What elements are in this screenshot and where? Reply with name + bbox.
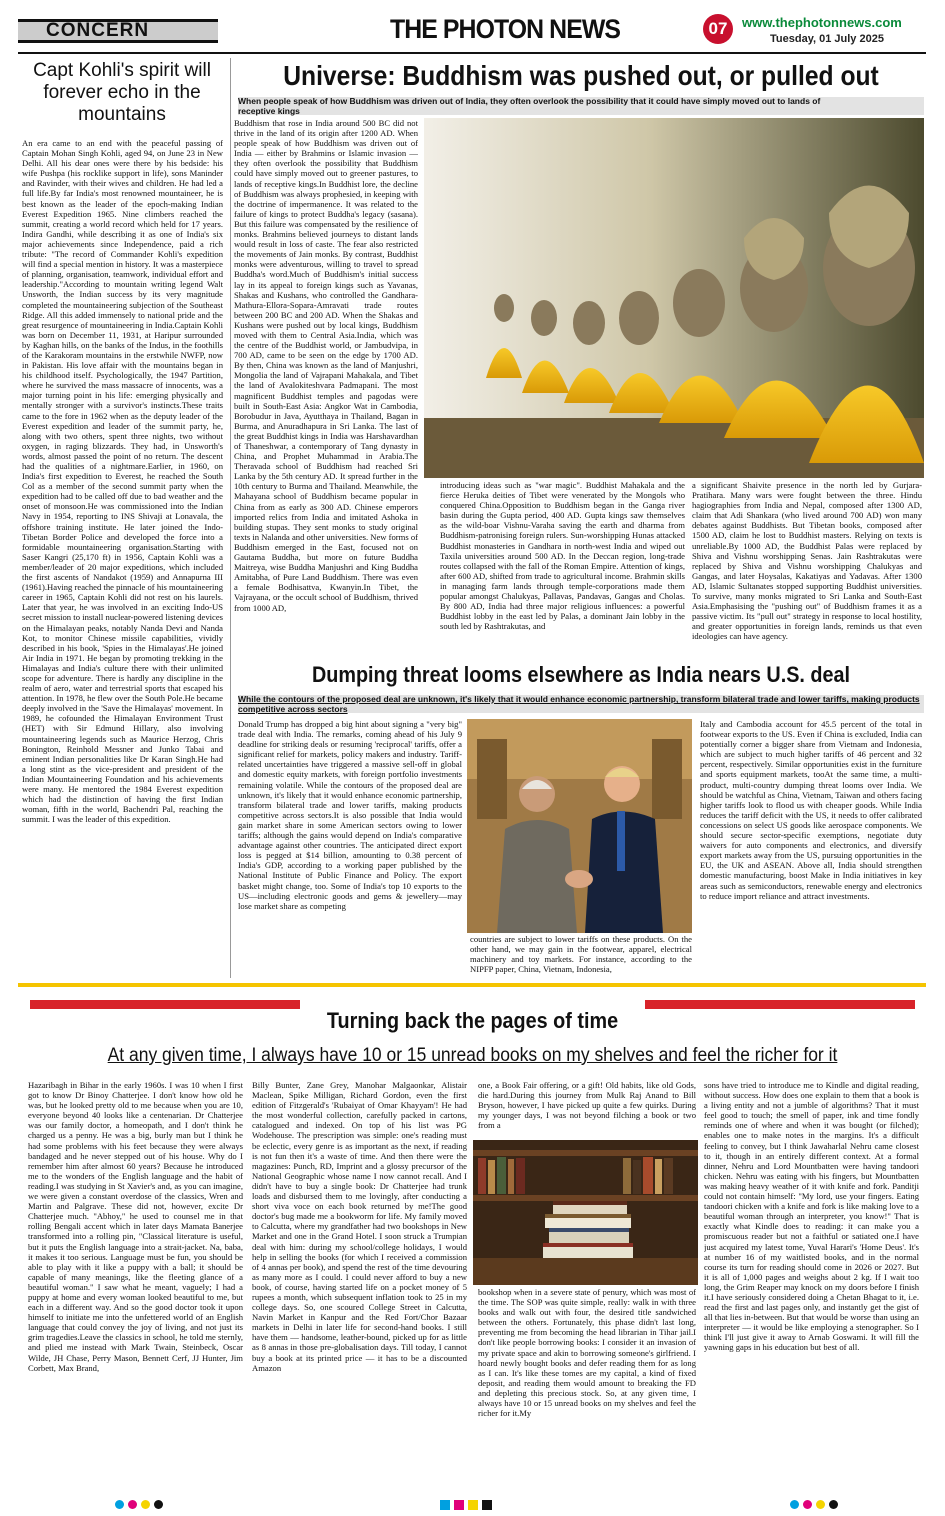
buddhism-col-1: Buddhism that rose in India around 500 BC did not thrive in the land of its origin after 1200 AD. When people speak of how Buddhism was driven out of India — either by Brahmins or Islamic invasion — they often overlook the possibility that Buddhism could have simply moved out to greener pastures, to lands of receptive kings.In Buddhist lore, the decline of Buddhism was always prophesied, in keeping with the doctrine of impermanence. It was related to the failure of kings to protect Buddha's legacy (sasana). But this failure was compensated by the resilience of monks. Brahmins believed journeys to distant lands would result in loss of caste. The fear also restricted the movements of Jain monks. By contrast, Buddhist monks were adventurous, willing to travel to spread Buddha's word.Much of Buddhism's initial success lay in its appeal to foreign kings such as Yavanas, Shakas and Kushans, who controlled the Gandhara-Mathura-Ellora-Sopara-Amravati trade routes between 200 BC and 200 AD. When the Shakas and Kushans were pushed out by local kings, Buddhism moved with them to Central Asia.India, which was the centre of the Buddhist world, or Jambudvipa, in 700 AD, came to be seen on the edge by 1700 AD. By then, China was known as the land of Manjushri, Mongolia the land of Vajrapani Mahakala, and Tibet the land of Avalokiteshvara Padmapani. The most magnificent Buddhist temples and pagodas were built in South-East Asia: Angkor Wat in Cambodia, Borobudur in Java, Ayutthaya in Thailand, Bagan in Burma, and Anuradhapura in Sri Lanka. The last of the great Buddhist kings in India was Harshavardhan of Thaneshwar, a contemporary of Tang dynasty in China, and Prophet Muhammad in Arabia.The Theravada school of Buddhism had reached Sri Lanka by the 5th century AD. It spread further in the 10th century to Burma and Thailand. Meanwhile, the Mahayana school of Buddhism became popular in China from as early as 300 AD. Chinese emperors imported relics from India and imitated Ashoka in building stupas. They sent monks to study original texts in Nalanda and other universities. New forms of Buddhism emerged in the East, focused not on Gautama Buddha, but more on future Buddha Maitreya, wise Buddha Manjushri and King Buddha Amitabha, of Pure Land Buddhism. There was even a female Bodhisattva, Kwanyin.In Tibet, the Vajrayana, or the occult school of Buddhism, thrived from 1000 AD, bbox=[234, 118, 418, 613]
black-square bbox=[482, 1500, 492, 1510]
website-link[interactable]: www.thephotonnews.com bbox=[742, 15, 902, 30]
books-headline: Turning back the pages of time bbox=[326, 1008, 619, 1033]
books-col-3b: bookshop when in a severe state of penury, which was most of the time. The SOP was quite simple, really: walk in with three books and walk out with four, the desired title sandwiched between the others. Fortunately, this phase didn't last long, preventing me from becoming the head librarian in Tihar jail.I don't like people borrowing books: I consider it an invasion of my private space and akin to borrowing someone's girlfriend. I hoard newly bought books and defer reading them for as long as I can. It's like these tomes are my capital, a kind of fixed deposit, and reading them would amount to breaking the FD and depleting this precious stock. So, at any given time, I always have 10 or 15 unread books on my shelves and feel the richer for it.My bbox=[478, 1287, 696, 1419]
issue-date: Tuesday, 01 July 2025 bbox=[770, 33, 884, 45]
page-header bbox=[0, 0, 945, 52]
yellow-dot bbox=[141, 1500, 150, 1509]
section-label: CONCERN bbox=[18, 19, 218, 43]
buddhism-subhead: When people speak of how Buddhism was driven out of India, they often overlook the possibility that it could have simply moved out to lands of receptive kings bbox=[238, 97, 924, 115]
cyan-dot bbox=[790, 1500, 799, 1509]
buddhism-col-2: introducing ideas such as "war magic". Buddhist Mahakala and the fierce Heruka deities of Tibet were venerated by the Mongols who conquered China.Opposition to Buddhism began in the Ganga river basin during the Gupta period, 400 AD. Gupta kings saw themselves as the wild-boar Vishnu-Varaha saving the earth and dharma from Buddhism-patronising foreign rulers. Sun-worshipping Hunas attacked Buddhist monasteries in Gandhara in north-west India and wiped out Taxila universities around 500 AD. In the Deccan region, long-trade routes collapsed with the fall of the Roman Empire. Attention of kings, after 600 AD, shifted from trade to agricultural income. Brahmin skills in managing farm lands through temple-corporations made them popular amongst Chalukyas, Pallavas, Pandavas, Gangas and Cholas. By 800 AD, India had three major religious influences: a powerful Buddhist lobby in the east led by Palas, a dominant Jain lobby in the south led by Rashtrakutas, and bbox=[440, 480, 685, 632]
yellow-square bbox=[468, 1500, 478, 1510]
dumping-col-2: countries are subject to lower tariffs on these products. On the other hand, we may gain in the footwear, apparel, electrical machinery and toy markets. For instance, according to the NIPFP paper, China, Vietnam, Indonesia, bbox=[470, 934, 692, 975]
books-photo bbox=[473, 1140, 698, 1285]
yellow-dot bbox=[816, 1500, 825, 1509]
print-color-marks-center bbox=[440, 1500, 492, 1510]
dumping-subhead: While the contours of the proposed deal are unknown, it's likely that it would enhance economic partnership, transform bilateral trade and lower tariffs, making products competitive across sectors bbox=[238, 695, 924, 713]
books-col-2: Billy Bunter, Zane Grey, Manohar Malgaonkar, Alistair Maclean, Spike Milligan, Richard Gordon, even the first edition of Fitzgerald's 'Rubaiyat of Omar Khayyam'! He had the most wonderful collection, carefully packed in cartons, catalogued and indexed. On top of his list was PG Wodehouse. The prescription was simple: one's reading must be eclectic, every genre is as important as the next, if reading is not fun then it's a waste of time. And then there were the magazines: Punch, RD, Imprint and a glossy precursor of the National Geographic whose name I now cannot recall. And I didn't have to buy a single book: Dr Chatterjee had trunk loads and disbursed them to me lovingly, after conducting a short viva voce on each book returned by me!The good doctor's bug made me a bookworm for life. My family moved to Calcutta, where my grandfather had two bookshops in New Market and one in the Grand Hotel. I soon struck a Trumpian deal with him: during my school/college holidays, I would help in selling the books (for which I received a commission of 4 annas per book), and spend the rest of the time devouring as many more as I could. I could never afford to buy a new book, of course, having started life on a pocket money of 5 rupees a month, which subsequent inflation took to 25 in my college days. So, one scoured College Street in Calcutta, Navin Market in Kanpur and the Red Fort/Chor Bazaar markets in Delhi in later life for second-hand books. I still have them — handsome, leather-bound, picked up for as little as 8 annas in those pre-globalisation days. Till today, I cannot buy a book at its printed price — it has to be a discounted Amazon bbox=[252, 1080, 467, 1373]
dumping-col-1: Donald Trump has dropped a big hint about signing a "very big" trade deal with India. The remarks, coming ahead of his July 9 deadline for striking deals or resuming 'reciprocal' tariffs, offer a significant relief for markets, policy makers and industry. Tariff-related uncertainties have triggered a massive sell-off in global and domestic equity markets, with foreign portfolio investments remaining volatile. While the contours of the proposed deal are unknown, it's likely that it would enhance economic partnership, transform bilateral trade and lower tariffs, making products competitive across sectors.It is also possible that India would gain market share in some American sectors owing to lower tariffs; although the gains would depend on India's comparative advantage against other countries. The anticipated direct export loss is pegged at $14 billion, amounting to 0.38 percent of India's GDP, according to a working paper published by the National Institute of Public Finance and Policy. The export basket might change, too. Some of India's top 10 exports to the US—including electronic goods and gems & jewellery—may lose market share as competing bbox=[238, 719, 462, 911]
header-rule bbox=[18, 52, 926, 54]
magenta-square bbox=[454, 1500, 464, 1510]
black-dot bbox=[829, 1500, 838, 1509]
black-dot bbox=[154, 1500, 163, 1509]
column-rule bbox=[230, 58, 231, 978]
masthead: THE PHOTON NEWS bbox=[390, 14, 621, 44]
print-color-marks-left bbox=[115, 1500, 163, 1510]
page-number: 07 bbox=[703, 14, 733, 44]
buddhism-col-3: a significant Shaivite presence in the north led by Gurjara-Pratihara. Many wars were fought between the three. Hindu hagiographies from India and Nepal, composed after 1300 AD, claim that Adi Shankara (who lived around 700 AD) won many debates against Buddhists. But Tibetan books, composed after 1500 AD, claim he lost to Buddhist masters. Relying on texts is unreliable.By 1000 AD, the Buddhist Palas were replaced by Shiva and Vishnu worshipping Senas. Jain Rashtrakutas were replaced by Shiva and Vishnu worshipping Chalukyas and Gangas, and later Hoysalas, Kakatiyas and Yadavas. After 1300 AD, Islamic Sultanates stopped supporting Buddhist universities. To survive, many monks migrated to Sri Lanka and South-East Asia.Emphasising the "pushing out" of Buddhism frames it as a passive victim. Its "pull out" strategy in response to local hostility, and greater opportunities in foreign lands, reminds us that even ideologies can have agency. bbox=[692, 480, 922, 642]
buddhism-headline: Universe: Buddhism was pushed out, or pulled out bbox=[283, 60, 879, 91]
book-stack-illustration bbox=[473, 1140, 698, 1285]
books-col-3a: one, a Book Fair offering, or a gift! Old habits, like old Gods, die hard.During this journey from Mulk Raj Anand to Bill Bryson, however, I have picked up quite a few quirks. During my younger days, I was not beyond filching a book or two from a bbox=[478, 1080, 696, 1131]
dumping-col-3: Italy and Cambodia account for 45.5 percent of the total in footwear exports to the US. Even if China is excluded, India can potentially corner a bigger share from Vietnam and Indonesia, which are subject to much higher tariffs of 46 percent and 32 percent, respectively. Similar opportunities exist in the furniture and sports equipment markets, tooAt the same time, a multi-product, multi-country dumping threat looms over India. We should be watchful as China, Vietnam, Taiwan and others facing higher tariffs look to flood us with cheaper goods. While India reduces the tariff deficit with the US, it needs to offer calibrated concessions on select US goods like aerospace components. We should secure sector-specific exemptions, negotiate duty waivers for auto components and electronics, and diversify export markets away from the US, pursuing opportunities in the EU, the UK and ASEAN. Above all, India should strengthen domestic manufacturing, boost Make in India initiatives in key areas such as semiconductors, renewable energy and electronics to reduce import reliance and attract investments. bbox=[700, 719, 922, 901]
leaders-handshake-illustration bbox=[467, 719, 692, 933]
kohli-body: An era came to an end with the peaceful passing of Captain Mohan Singh Kohli, aged 94, on June 23 in New Delhi. All his dear ones were there by his bedside: his wife Pushpa (his rocklike support in life), sons Maninder and Ravinder, with their wives and children. He had led a full life.By far India's most renowned mountaineer, he is best known as the leader of the epoch-making Indian Everest Expedition 1965. Nine climbers reached the summit, creating a world record which held for 17 years. Indira Gandhi, while describing it as one of India's six major achievements since Independence, paid a rich tribute: "The record of Commander Kohli's expedition will find a special mention in history. It was a masterpiece of planning, organisation, teamwork, individual effort and leadership."According to mountain writing legend Walt Unsworth, the Indian success by its very magnitude completed the mountaineering subjection of the Southeast Ridge. All this added immensely to national pride and the great resurgence of mountaineering in India.Captain Kohli was born on December 11, 1931, at Haripur surrounded by Kaghan hills, on the banks of the Indus, in the foothills of the Karakoram mountains in the erstwhile NWFP, now in Pakistan. His love affair with the mountains began in his childhood itself. Psychologically, the 1947 Partition, where he survived the mass massacre of innocents, was a major turning point in his life: emerging physically and mentally stronger with a survivor's instincts.These traits came to the fore in 1962 when as the deputy leader of the Everest expedition and leader of the summit party, he, along with two others, spent three nights, two without oxygen, in raging blizzards. They had, in Unsworth's words, almost passed the point of no return. The descent had the qualities of a nightmare.Earlier, in 1960, on India's first expedition to Everest, he reached the South Col as a member of the second summit party when the expedition had to be called off due to bad weather and the onset of monsoon.He was commissioned into the Indian Navy in 1954, reporting to INS Shivaji at Lonavala, the offshore training institute. He later joined the Indo-Tibetan Border Police and developed the force into a formidable mountaineering organisation.Starting with Saser Kangri (25,170 ft) in 1956, Captain Kohli was a member/leader of 20 major expeditions, which included the first ascents of Nandakot (1959) and Annapurna III (1961).Having reached the pinnacle of his mountaineering career in 1965, Captain Kohli did not rest on his laurels. Later that year, he was involved in an exciting Indo-US secret mission to install nuclear-powered listening devices on the Himalayan peaks, notably Nanda Devi and Nanda Kot, to monitor Chinese missile capabilities, vividly described in his book, 'Spies in the Himalayas'.He joined Air India in 1971. He began by promoting trekking in the Himalayas and India's culture there with their unlimited scope for adventure. There is hardly any discipline in the realm of aero, water and terrestrial sports that escaped his attention. In 1978, he flew over the South Pole.He became deeply involved in the 'Save the Himalayas' movement. In 1989, he cofounded the Himalayan Environment Trust (HET) with Sir Edmund Hillary, also involving mountaineering legends such as Maurice Herzog, Chris Bonington, Reinhold Messner and Junko Tabai and eminent Indian personalities like Dr Karan Singh.He had a long stint as the vice-president and president of the Indian Mountaineering Foundation and his achievements were many. He mentored the 1984 Everest expedition which had the distinction of having the first Indian woman, fifth in the world, Bachendri Pal, reaching the summit. I was the leader of this expedition. bbox=[22, 138, 223, 825]
modi-trump-photo bbox=[467, 719, 692, 933]
cyan-dot bbox=[115, 1500, 124, 1509]
books-col-1: Hazaribagh in Bihar in the early 1960s. I was 10 when I first got to know Dr Binoy Chatterjee. I don't know how old he was, but he looked pretty old to me because when you are 10, everyone beyond 40 looks like a centenarian. Dr Chatterjee was our family doctor, a homeopath, and I don't think he charged us a penny. He was a big, burly man but I think he had some problems with his feet because they were always bandaged and he never stepped out of his house. Why do I remember him after almost 60 years? Because he introduced me to the wonders of the English language and the habit of reading.I was studying in St Xavier's and, as you can imagine, we were given a constant overdose of the classics, Wren and Martin and Palgrave. These did not, however, excite Dr Chatterjee much. "Abhoy," he used to counsel me in that rolling Bengali accent which in later days Mamata Banerjee transformed into a rolling pin, "Classical literature is useful, but it puts the English language into a strait-jacket. Na, baba, it makes it too serious. Language must be fun, you should be able to play with it like a puppy with a ball; it should be capable of many meanings, like the fleeting glance of a beautiful woman." I saw what he meant, vaguely; I had a puppy at home and every woman looked beautiful to me, but each in a different way. And so the good doctor took it upon himself to initiate me into the unfettered world of an English language that could convey the joy of living, and not just its grim tragedies.Leave the classics in school, he told me sternly, and plied me instead with Mark Twain, Steinbeck, Oscar Wilde, JH Chase, Perry Mason, Bennett Cerf, JJ Hunter, Jim Corbett, Max Brand, bbox=[28, 1080, 243, 1373]
buddha-statues-photo bbox=[424, 118, 924, 478]
cyan-square bbox=[440, 1500, 450, 1510]
magenta-dot bbox=[803, 1500, 812, 1509]
section-divider bbox=[18, 983, 926, 987]
buddha-statues-illustration bbox=[424, 118, 924, 478]
books-col-4: sons have tried to introduce me to Kindle and digital reading, without success. How does one explain to them that a book is a living entity and not a jumble of algorithms? That it must feel good to touch; the smell of paper, ink and time fondly reminds one of where and when it was bought (or filched); enables one to make notes in the margins. It's a difficult feeling to convey, but I think Jawaharlal Nehru came closest to it, though in an entirely different context. At a formal dinner, Nehru and Lord Mountbatten were having tandoori chicken. Nehru was eating with his fingers, but Mountbatten was making heavy weather of it with knife and fork. Panditji could not contain himself: "My lord, use your fingers. Eating tandoori chicken with a knife and fork is like making love to a beautiful woman through an interpreter, you know!" That is exactly what Kindle does to reading: it can make you a promiscuous reader but not a faithful or satiated one.I have just acquired my latest tome, Yuval Harari's 'Home Deus'. It's at number 16 of my waitlisted books, and in the normal course its turn for reading should come in 2026 or 2027. But it is all of 1,000 pages and weighs about 2 kg. If I wait too long, the Grim Reaper may knock on my doors before I finish it.I have seriously considered doing a Chetan Bhagat to it, i.e. read the first and last pages only, and instantly get the gist of all that lies in-between. But that would be worse than using an interpreter — it would be like employing a stenographer. So I think I'll just give it away to Arnab Goswami. It will fill the yawning gaps in his education but best of all. bbox=[704, 1080, 919, 1353]
dumping-headline: Dumping threat looms elsewhere as India nears U.S. deal bbox=[311, 662, 851, 687]
magenta-dot bbox=[128, 1500, 137, 1509]
kohli-headline: Capt Kohli's spirit will forever echo in the mountains bbox=[33, 60, 211, 125]
books-subhead: At any given time, I always have 10 or 15 unread books on my shelves and feel the richer for it bbox=[107, 1045, 838, 1066]
print-color-marks-right bbox=[790, 1500, 838, 1510]
